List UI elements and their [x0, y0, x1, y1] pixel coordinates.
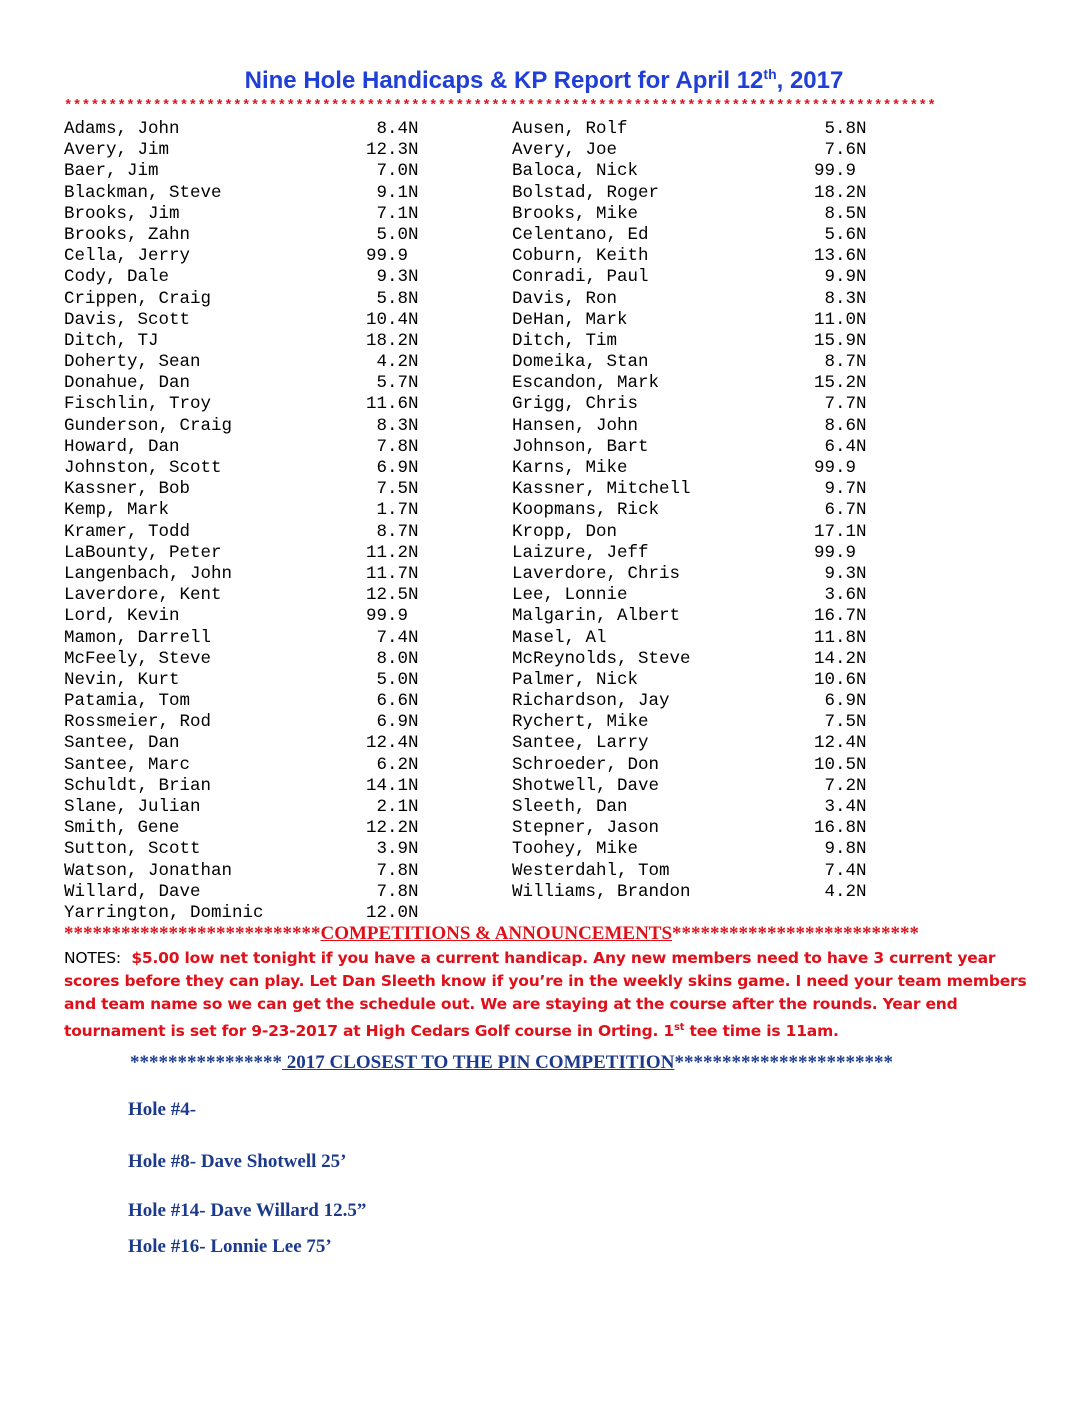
player-name: Westerdahl, Tom: [512, 860, 670, 881]
player-handicap: 6.2N: [366, 754, 419, 775]
player-name: Cella, Jerry: [64, 246, 191, 267]
player-name: Coburn, Keith: [512, 246, 649, 267]
player-handicap: 11.0N: [814, 309, 867, 330]
player-handicap: 99.9: [814, 542, 857, 563]
player-handicap: 6.9N: [814, 691, 867, 712]
player-name: Stepner, Jason: [512, 818, 660, 839]
player-handicap: 12.0N: [366, 902, 419, 923]
player-name: Lee, Lonnie: [512, 585, 628, 606]
player-handicap: 16.8N: [814, 818, 867, 839]
player-name: Sutton, Scott: [64, 839, 201, 860]
player-handicap: 6.4N: [814, 436, 867, 457]
player-name: Crippen, Craig: [64, 288, 212, 309]
player-name: Schroeder, Don: [512, 754, 660, 775]
player-handicap: 3.4N: [814, 797, 867, 817]
player-handicap: 9.8N: [814, 839, 867, 860]
player-handicap: 14.2N: [814, 648, 867, 669]
player-handicap: 16.7N: [814, 606, 867, 627]
player-name: Blackman, Steve: [64, 182, 222, 203]
player-name: Donahue, Dan: [64, 373, 191, 394]
announcements-stars-right: **************************: [672, 923, 920, 944]
player-handicap: 17.1N: [814, 521, 867, 542]
player-handicap: 7.8N: [366, 860, 419, 881]
player-handicap: 12.5N: [366, 585, 419, 606]
player-name: Yarrington, Dominic: [64, 902, 264, 923]
title-superscript: th: [763, 66, 777, 82]
player-handicap: 2.1N: [366, 797, 419, 817]
player-name: Grigg, Chris: [512, 394, 639, 415]
player-handicap: 8.7N: [366, 521, 419, 542]
player-name: Bolstad, Roger: [512, 182, 660, 203]
player-name: Davis, Ron: [512, 288, 618, 309]
player-handicap: 8.4N: [366, 119, 419, 139]
player-name: Toohey, Mike: [512, 839, 639, 860]
player-handicap: 4.2N: [366, 352, 419, 373]
title-divider: **************************************************************************************************: [64, 98, 937, 114]
player-name: Kemp, Mark: [64, 500, 170, 521]
player-name: Kropp, Don: [512, 521, 618, 542]
player-name: DeHan, Mark: [512, 309, 628, 330]
player-handicap: 7.0N: [366, 161, 419, 182]
player-name: Patamia, Tom: [64, 691, 191, 712]
player-name: Cody, Dale: [64, 267, 170, 288]
player-handicap: 3.9N: [366, 839, 419, 860]
player-handicap: 12.2N: [366, 818, 419, 839]
player-handicap: 6.7N: [814, 500, 867, 521]
player-name: Avery, Jim: [64, 140, 170, 161]
player-handicap: 11.2N: [366, 542, 419, 563]
player-name: Schuldt, Brian: [64, 775, 212, 796]
player-name: Howard, Dan: [64, 436, 180, 457]
player-handicap: 7.8N: [366, 436, 419, 457]
player-name: Lord, Kevin: [64, 606, 180, 627]
player-name: Slane, Julian: [64, 797, 201, 817]
player-handicap: 6.9N: [366, 712, 419, 733]
announcements-stars-left: ***************************: [64, 923, 321, 944]
player-name: Malgarin, Albert: [512, 606, 681, 627]
player-name: Davis, Scott: [64, 309, 191, 330]
notes-superscript: st: [673, 1022, 685, 1033]
player-handicap: 13.6N: [814, 246, 867, 267]
player-name: Santee, Larry: [512, 733, 649, 754]
player-handicap: 8.5N: [814, 203, 867, 224]
player-name: Langenbach, John: [64, 563, 233, 584]
player-name: Willard, Dave: [64, 881, 201, 902]
player-handicap: 14.1N: [366, 775, 419, 796]
player-name: McFeely, Steve: [64, 648, 212, 669]
player-handicap: 6.9N: [366, 458, 419, 478]
player-name: Ditch, TJ: [64, 330, 159, 351]
kp-stars-left: ****************: [130, 1052, 282, 1073]
player-handicap: 8.7N: [814, 352, 867, 373]
kp-hole-4: Hole #4-: [128, 1099, 197, 1120]
player-handicap: 1.7N: [366, 500, 419, 521]
player-name: Johnson, Bart: [512, 436, 649, 457]
player-name: Adams, John: [64, 119, 180, 139]
player-handicap: 8.3N: [366, 415, 419, 436]
player-handicap: 8.3N: [814, 288, 867, 309]
player-handicap: 18.2N: [366, 330, 419, 351]
player-name: Watson, Jonathan: [64, 860, 233, 881]
player-handicap: 5.8N: [814, 119, 867, 139]
player-handicap: 7.2N: [814, 775, 867, 796]
player-handicap: 15.9N: [814, 330, 867, 351]
player-handicap: 8.6N: [814, 415, 867, 436]
player-handicap: 7.7N: [814, 394, 867, 415]
player-name: Avery, Joe: [512, 140, 618, 161]
player-name: Rossmeier, Rod: [64, 712, 212, 733]
notes-paragraph: [64, 947, 1034, 1043]
player-handicap: 7.8N: [366, 881, 419, 902]
player-handicap: 12.4N: [814, 733, 867, 754]
player-handicap: 7.1N: [366, 203, 419, 224]
player-handicap: 7.5N: [366, 479, 419, 500]
player-name: Baer, Jim: [64, 161, 159, 182]
player-handicap: 12.3N: [366, 140, 419, 161]
notes-end: tee time is 11am.: [684, 1022, 839, 1041]
player-name: Gunderson, Craig: [64, 415, 233, 436]
player-name: Escandon, Mark: [512, 373, 660, 394]
player-handicap: 10.4N: [366, 309, 419, 330]
kp-hole-16: Hole #16- Lonnie Lee 75’: [128, 1236, 332, 1257]
player-handicap: 9.7N: [814, 479, 867, 500]
player-name: Brooks, Mike: [512, 203, 639, 224]
player-name: Masel, Al: [512, 627, 607, 648]
player-handicap: 5.0N: [366, 224, 419, 245]
player-handicap: 5.6N: [814, 224, 867, 245]
player-handicap: 18.2N: [814, 182, 867, 203]
player-handicap: 4.2N: [814, 881, 867, 902]
kp-heading: [130, 1052, 1000, 1074]
player-handicap: 10.5N: [814, 754, 867, 775]
player-name: Laverdore, Kent: [64, 585, 222, 606]
kp-hole-14: Hole #14- Dave Willard 12.5”: [128, 1200, 367, 1221]
announcements-heading: [64, 923, 1024, 945]
player-handicap: 11.6N: [366, 394, 419, 415]
player-name: Hansen, John: [512, 415, 639, 436]
player-name: Domeika, Stan: [512, 352, 649, 373]
player-name: Santee, Marc: [64, 754, 191, 775]
player-handicap: 8.0N: [366, 648, 419, 669]
player-handicap: 15.2N: [814, 373, 867, 394]
player-name: Koopmans, Rick: [512, 500, 660, 521]
player-handicap: 99.9: [814, 161, 857, 182]
player-handicap: 9.3N: [366, 267, 419, 288]
player-name: LaBounty, Peter: [64, 542, 222, 563]
player-handicap: 5.8N: [366, 288, 419, 309]
player-name: McReynolds, Steve: [512, 648, 691, 669]
title-main: Nine Hole Handicaps & KP Report for April 12: [244, 67, 764, 94]
player-handicap: 99.9: [366, 606, 409, 627]
kp-hole-8: Hole #8- Dave Shotwell 25’: [128, 1151, 347, 1172]
player-name: Shotwell, Dave: [512, 775, 660, 796]
player-handicap: 9.1N: [366, 182, 419, 203]
player-handicap: 7.5N: [814, 712, 867, 733]
player-handicap: 99.9: [366, 246, 409, 267]
player-handicap: 11.7N: [366, 563, 419, 584]
player-handicap: 12.4N: [366, 733, 419, 754]
page-title: [0, 66, 1088, 95]
player-name: Conradi, Paul: [512, 267, 649, 288]
player-name: Ditch, Tim: [512, 330, 618, 351]
player-handicap: 99.9: [814, 458, 857, 478]
player-handicap: 9.3N: [814, 563, 867, 584]
player-name: Santee, Dan: [64, 733, 180, 754]
player-name: Nevin, Kurt: [64, 669, 180, 690]
player-name: Laverdore, Chris: [512, 563, 681, 584]
kp-title: 2017 CLOSEST TO THE PIN COMPETITION: [282, 1052, 675, 1073]
player-name: Johnston, Scott: [64, 458, 222, 478]
player-name: Richardson, Jay: [512, 691, 670, 712]
player-name: Doherty, Sean: [64, 352, 201, 373]
player-name: Baloca, Nick: [512, 161, 639, 182]
player-handicap: 11.8N: [814, 627, 867, 648]
player-name: Mamon, Darrell: [64, 627, 212, 648]
player-name: Kassner, Bob: [64, 479, 191, 500]
player-handicap: 10.6N: [814, 669, 867, 690]
notes-label: NOTES:: [64, 949, 121, 967]
player-handicap: 9.9N: [814, 267, 867, 288]
notes-text: $5.00 low net tonight if you have a current handicap. Any new members need to have 3 current year scores before they can play. Let Dan Sleeth know if you’re in the weekly skins game. I need your team members and team name so we can get the schedule out. We are staying at the course after the rounds. Year end tournament is set for 9-23-2017 at High Cedars Golf course in Orting. 1: [64, 949, 1027, 1041]
player-handicap: 7.4N: [366, 627, 419, 648]
player-name: Kassner, Mitchell: [512, 479, 691, 500]
player-name: Sleeth, Dan: [512, 797, 628, 817]
player-name: Ausen, Rolf: [512, 119, 628, 139]
player-name: Fischlin, Troy: [64, 394, 212, 415]
player-name: Celentano, Ed: [512, 224, 649, 245]
player-handicap: 5.7N: [366, 373, 419, 394]
player-handicap: 7.4N: [814, 860, 867, 881]
player-name: Kramer, Todd: [64, 521, 191, 542]
player-name: Smith, Gene: [64, 818, 180, 839]
player-name: Rychert, Mike: [512, 712, 649, 733]
player-handicap: 5.0N: [366, 669, 419, 690]
title-year: , 2017: [776, 67, 844, 94]
player-name: Williams, Brandon: [512, 881, 691, 902]
player-name: Brooks, Jim: [64, 203, 180, 224]
player-handicap: 7.6N: [814, 140, 867, 161]
announcements-title: COMPETITIONS & ANNOUNCEMENTS: [320, 923, 673, 944]
player-name: Palmer, Nick: [512, 669, 639, 690]
player-handicap: 6.6N: [366, 691, 419, 712]
player-name: Laizure, Jeff: [512, 542, 649, 563]
player-handicap: 3.6N: [814, 585, 867, 606]
player-name: Karns, Mike: [512, 458, 628, 478]
kp-stars-right: ***********************: [674, 1052, 893, 1073]
player-name: Brooks, Zahn: [64, 224, 191, 245]
